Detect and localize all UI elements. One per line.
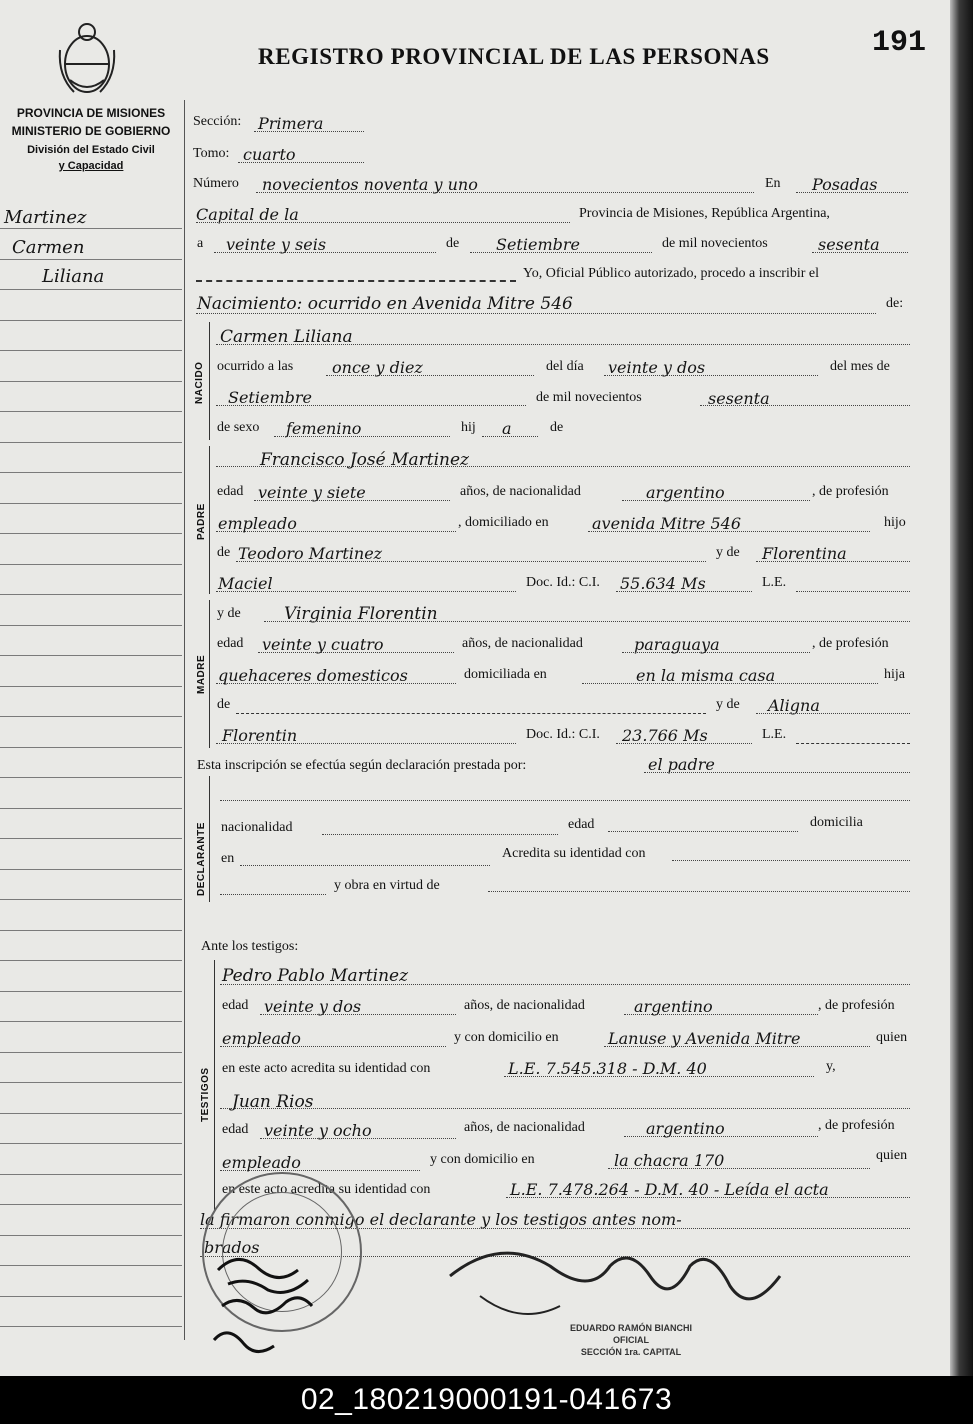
- numero-value: novecientos noventa y uno: [262, 175, 478, 194]
- declarante-bracket: [209, 776, 210, 902]
- padre-edad-line: [254, 500, 450, 501]
- margin-rule: [0, 930, 182, 931]
- witness1-name-line: [220, 984, 910, 985]
- madre-nac-value: paraguaya: [634, 635, 720, 654]
- madre-edad-value: veinte y cuatro: [262, 635, 384, 654]
- nacido-year-line: [700, 405, 910, 406]
- margin-rule: [0, 228, 182, 229]
- hij-line: [482, 436, 538, 437]
- maternal-grandmother-surname: Florentin: [222, 726, 298, 745]
- hij-value: a: [502, 419, 512, 438]
- margin-rule: [0, 1265, 182, 1266]
- padre-nac-label: años, de nacionalidad: [460, 484, 581, 499]
- madre-dom-label: domiciliada en: [464, 667, 547, 682]
- margin-rule: [0, 533, 182, 534]
- witness2-doc-line: [506, 1197, 910, 1198]
- margin-rule: [0, 747, 182, 748]
- document-title: REGISTRO PROVINCIAL DE LAS PERSONAS: [258, 44, 770, 69]
- paternal-grandmother-surname: Maciel: [218, 574, 273, 593]
- nacido-bracket: [209, 322, 210, 440]
- padre-dom-line: [588, 531, 870, 532]
- seccion-value: Primera: [258, 114, 324, 133]
- declarante-en-line: [240, 865, 490, 866]
- declarante-edad-line: [608, 831, 798, 832]
- witness1-y-label: y,: [826, 1059, 836, 1074]
- division-heading: División del Estado Civil: [27, 144, 155, 156]
- page-edge-shadow: [950, 0, 973, 1376]
- year-value: sesenta: [818, 235, 880, 254]
- grandmother-surname-line: [216, 591, 516, 592]
- province-text: Provincia de Misiones, República Argentina,: [579, 206, 830, 221]
- capacity-heading: y Capacidad: [58, 160, 124, 172]
- witness2-quien-label: quien: [876, 1148, 908, 1163]
- paternal-grandfather: Teodoro Martinez: [238, 544, 383, 563]
- de-label: de: [446, 236, 460, 251]
- padre-doc-value: 55.634 Ms: [620, 574, 706, 593]
- margin-rule: [0, 1326, 182, 1327]
- birth-value: Nacimiento: ocurrido en Avenida Mitre 546: [197, 294, 573, 314]
- margin-rule: [0, 655, 182, 656]
- day-line: [214, 252, 436, 253]
- margin-rule: [0, 777, 182, 778]
- madre-prof-value: quehaceres domesticos: [218, 666, 408, 685]
- declarante-section-label: DECLARANTE: [196, 822, 207, 896]
- hijo-label: hijo: [884, 515, 906, 530]
- margin-rule: [0, 686, 182, 687]
- witness1-quien-label: quien: [876, 1030, 908, 1045]
- witness1-name: Pedro Pablo Martinez: [222, 966, 409, 986]
- nacido-day-line: [604, 375, 818, 376]
- grandfather-line: [236, 561, 706, 562]
- domicilia-label: domicilia: [810, 815, 863, 830]
- declarante-nac-label: nacionalidad: [221, 820, 293, 835]
- declarante-name-line: [220, 800, 910, 801]
- madre-le-line: [796, 743, 910, 744]
- year-label: de mil novecientos: [662, 236, 768, 251]
- witness1-nac-label: años, de nacionalidad: [464, 998, 585, 1013]
- hour-value: once y diez: [332, 358, 423, 377]
- margin-rule: [0, 289, 182, 290]
- padre-le-label: L.E.: [762, 575, 787, 590]
- margin-first-name: Carmen: [12, 237, 85, 258]
- acredita-line: [672, 860, 910, 861]
- officer-stamp-name: EDUARDO RAMÓN BIANCHI: [570, 1323, 692, 1333]
- del-mes-label: del mes de: [830, 359, 890, 374]
- margin-rule: [0, 1143, 182, 1144]
- margin-rule: [0, 716, 182, 717]
- padre-prof-line: [216, 531, 456, 532]
- declarante-value: el padre: [648, 755, 715, 774]
- padre-nac-line: [622, 500, 810, 501]
- madre-y-de2-label: y de: [716, 697, 740, 712]
- father-name-line: [216, 466, 910, 467]
- madre-nac-line: [622, 652, 810, 653]
- madre-de-label: de: [217, 697, 231, 712]
- nacido-year-label: de mil novecientos: [536, 390, 642, 405]
- nacido-de-label: de: [550, 420, 564, 435]
- de-colon-label: de:: [886, 296, 904, 311]
- maternal-grandfather-line: [236, 713, 706, 714]
- witness1-prof: empleado: [222, 1029, 301, 1048]
- padre-le-line: [796, 591, 910, 592]
- declarante-edad-label: edad: [568, 817, 595, 832]
- witness2-dom-label: y con domicilio en: [430, 1152, 535, 1167]
- officer-stamp: [556, 1322, 706, 1358]
- margin-rule: [0, 1296, 182, 1297]
- margin-rule: [0, 960, 182, 961]
- seccion-line: [254, 131, 364, 132]
- witness1-edad-label: edad: [222, 998, 249, 1013]
- madre-dom-line: [582, 683, 878, 684]
- margin-rule: [0, 350, 182, 351]
- grandmother-line: [756, 561, 910, 562]
- maternal-surname-line: [216, 743, 516, 744]
- en-line: [796, 192, 908, 193]
- declarante-line: [644, 772, 910, 773]
- padre-prof-value: empleado: [218, 514, 297, 533]
- margin-rule: [0, 991, 182, 992]
- fill-line: [196, 280, 516, 282]
- margin-rule: [0, 472, 182, 473]
- margin-rule: [0, 838, 182, 839]
- en-value: Posadas: [812, 175, 878, 194]
- margin-rule: [0, 869, 182, 870]
- padre-doc-line: [616, 591, 752, 592]
- testigos-bracket: [214, 960, 215, 1210]
- maternal-grandmother-line: [756, 713, 910, 714]
- obra-pre-line: [220, 894, 326, 895]
- madre-edad-line: [258, 652, 454, 653]
- madre-le-label: L.E.: [762, 727, 787, 742]
- father-name: Francisco José Martinez: [260, 450, 469, 470]
- witness1-edad-line: [260, 1014, 456, 1015]
- margin-rule: [0, 320, 182, 321]
- folio-number: 191: [872, 26, 927, 60]
- numero-line: [256, 192, 754, 193]
- sexo-value: femenino: [286, 419, 362, 438]
- seccion-label: Sección:: [193, 114, 242, 129]
- margin-rule: [0, 1052, 182, 1053]
- officer-signature: [440, 1236, 800, 1336]
- witness2-nac-line: [624, 1136, 818, 1137]
- padre-nac-value: argentino: [646, 483, 725, 502]
- witness2-nac: argentino: [646, 1119, 725, 1138]
- sexo-line: [274, 436, 450, 437]
- nacido-day-value: veinte y dos: [608, 358, 706, 377]
- tomo-line: [238, 162, 364, 163]
- madre-edad-label: edad: [217, 636, 244, 651]
- madre-nac-label: años, de nacionalidad: [462, 636, 583, 651]
- margin-rule: [0, 625, 182, 626]
- closing-line1: la firmaron conmigo el declarante y los testigos antes nom-: [200, 1210, 682, 1229]
- witness2-prof-line: [220, 1170, 420, 1171]
- padre-bracket: [209, 446, 210, 594]
- witness2-edad-line: [260, 1138, 456, 1139]
- madre-y-de-label: y de: [217, 606, 241, 621]
- madre-doc-label: Doc. Id.: C.I.: [526, 727, 600, 742]
- day-value: veinte y seis: [226, 235, 327, 254]
- witness1-prof-label: , de profesión: [818, 998, 895, 1013]
- month-line: [470, 252, 652, 253]
- coat-of-arms-icon: [56, 20, 118, 100]
- witness2-name: Juan Rios: [232, 1092, 314, 1112]
- margin-rule: [0, 411, 182, 412]
- province-heading: PROVINCIA DE MISIONES: [16, 106, 166, 120]
- margin-divider: [184, 100, 185, 1340]
- en-label: En: [765, 176, 781, 191]
- margin-rule: [0, 808, 182, 809]
- margin-rule: [0, 1021, 182, 1022]
- madre-prof-line: [216, 683, 456, 684]
- madre-prof-label: , de profesión: [812, 636, 889, 651]
- footer-code: 02_180219000191-041673: [0, 1376, 973, 1424]
- margin-rule: [0, 1235, 182, 1236]
- witness-signatures: [208, 1240, 328, 1370]
- year-line: [812, 252, 908, 253]
- nacido-year-value: sesenta: [708, 389, 770, 408]
- witness2-prof-label: , de profesión: [818, 1118, 895, 1133]
- witness1-prof-line: [220, 1046, 446, 1047]
- tomo-value: cuarto: [243, 145, 296, 164]
- padre-edad-label: edad: [217, 484, 244, 499]
- margin-surname: Martinez: [4, 207, 87, 228]
- witness1-nac: argentino: [634, 997, 713, 1016]
- madre-dom-value: en la misma casa: [636, 666, 776, 685]
- margin-rule: [0, 1204, 182, 1205]
- witness2-doc: L.E. 7.478.264 - D.M. 40 - Leída el acta: [510, 1180, 829, 1199]
- birth-line: [196, 313, 876, 314]
- madre-section-label: MADRE: [196, 654, 207, 694]
- madre-bracket: [209, 600, 210, 748]
- declarante-intro: Esta inscripción se efectúa según declaración prestada por:: [197, 758, 527, 773]
- margin-rule: [0, 1174, 182, 1175]
- nacido-name-line: [216, 344, 910, 345]
- obra-label: y obra en virtud de: [334, 878, 440, 893]
- padre-y-de-label: y de: [716, 545, 740, 560]
- officer-text: Yo, Oficial Público autorizado, procedo a inscribir el: [523, 266, 820, 281]
- margin-rule: [0, 594, 182, 595]
- hij-label: hij: [461, 420, 476, 435]
- a-label: a: [197, 236, 204, 251]
- witness2-nac-label: años, de nacionalidad: [464, 1120, 585, 1135]
- maternal-grandmother: Aligna: [768, 696, 820, 715]
- del-dia-label: del día: [546, 359, 584, 374]
- padre-section-label: PADRE: [196, 503, 207, 540]
- witness1-dom-line: [604, 1046, 870, 1047]
- officer-stamp-title: OFICIAL: [613, 1335, 649, 1345]
- margin-rule: [0, 1113, 182, 1114]
- margin-rule: [0, 899, 182, 900]
- capital-value: Capital de la: [196, 205, 299, 224]
- margin-rule: [0, 442, 182, 443]
- closing-line2: brados: [204, 1238, 260, 1257]
- padre-de-label: de: [217, 545, 231, 560]
- witness2-acredita-label: en este acto acredita su identidad con: [222, 1182, 431, 1197]
- witness2-dom: la chacra 170: [614, 1151, 725, 1170]
- testigos-section-label: TESTIGOS: [200, 1067, 211, 1122]
- witness2-edad: veinte y ocho: [264, 1121, 372, 1140]
- mother-name: Virginia Florentin: [284, 604, 438, 624]
- declarante-en-label: en: [221, 851, 235, 866]
- margin-middle-name: Liliana: [42, 266, 105, 287]
- hour-line: [326, 375, 534, 376]
- sexo-label: de sexo: [217, 420, 260, 435]
- month-value: Setiembre: [496, 235, 580, 254]
- witness1-doc: L.E. 7.545.318 - D.M. 40: [508, 1059, 707, 1078]
- obra-line: [488, 891, 910, 892]
- witness1-edad: veinte y dos: [264, 997, 362, 1016]
- margin-rule: [0, 564, 182, 565]
- capital-line: [196, 222, 570, 223]
- ocurrido-label: ocurrido a las: [217, 359, 294, 374]
- padre-dom-label: , domiciliado en: [458, 515, 549, 530]
- witness1-dom-label: y con domicilio en: [454, 1030, 559, 1045]
- margin-rule: [0, 381, 182, 382]
- nacido-section-label: NACIDO: [194, 361, 205, 404]
- numero-label: Número: [193, 176, 239, 191]
- margin-rule: [0, 259, 182, 260]
- witness2-dom-line: [608, 1168, 870, 1169]
- hija-label: hija: [884, 667, 905, 682]
- declarante-nac-line: [322, 834, 558, 835]
- witness1-acredita-label: en este acto acredita su identidad con: [222, 1061, 431, 1076]
- testigos-intro: Ante los testigos:: [201, 939, 299, 954]
- witness1-doc-line: [504, 1076, 814, 1077]
- witness1-nac-line: [624, 1014, 818, 1015]
- tomo-label: Tomo:: [193, 146, 230, 161]
- nacido-month-line: [216, 405, 526, 406]
- paternal-grandmother: Florentina: [762, 544, 847, 563]
- nacido-name: Carmen Liliana: [220, 327, 353, 347]
- witness1-dom: Lanuse y Avenida Mitre: [608, 1029, 801, 1048]
- padre-doc-label: Doc. Id.: C.I.: [526, 575, 600, 590]
- padre-dom-value: avenida Mitre 546: [592, 514, 742, 533]
- madre-doc-line: [616, 743, 752, 744]
- witness2-name-line: [220, 1108, 910, 1109]
- witness2-edad-label: edad: [222, 1122, 249, 1137]
- ministry-heading: MINISTERIO DE GOBIERNO: [11, 124, 171, 138]
- margin-rule: [0, 503, 182, 504]
- acredita-label: Acredita su identidad con: [502, 846, 646, 861]
- margin-rule: [0, 1082, 182, 1083]
- madre-doc-value: 23.766 Ms: [622, 726, 708, 745]
- witness2-prof: empleado: [222, 1153, 301, 1172]
- padre-edad-value: veinte y siete: [258, 483, 366, 502]
- nacido-month-value: Setiembre: [228, 388, 312, 407]
- officer-stamp-section: SECCIÓN 1ra. CAPITAL: [580, 1347, 682, 1357]
- padre-prof-label: , de profesión: [812, 484, 889, 499]
- mother-name-line: [264, 621, 910, 622]
